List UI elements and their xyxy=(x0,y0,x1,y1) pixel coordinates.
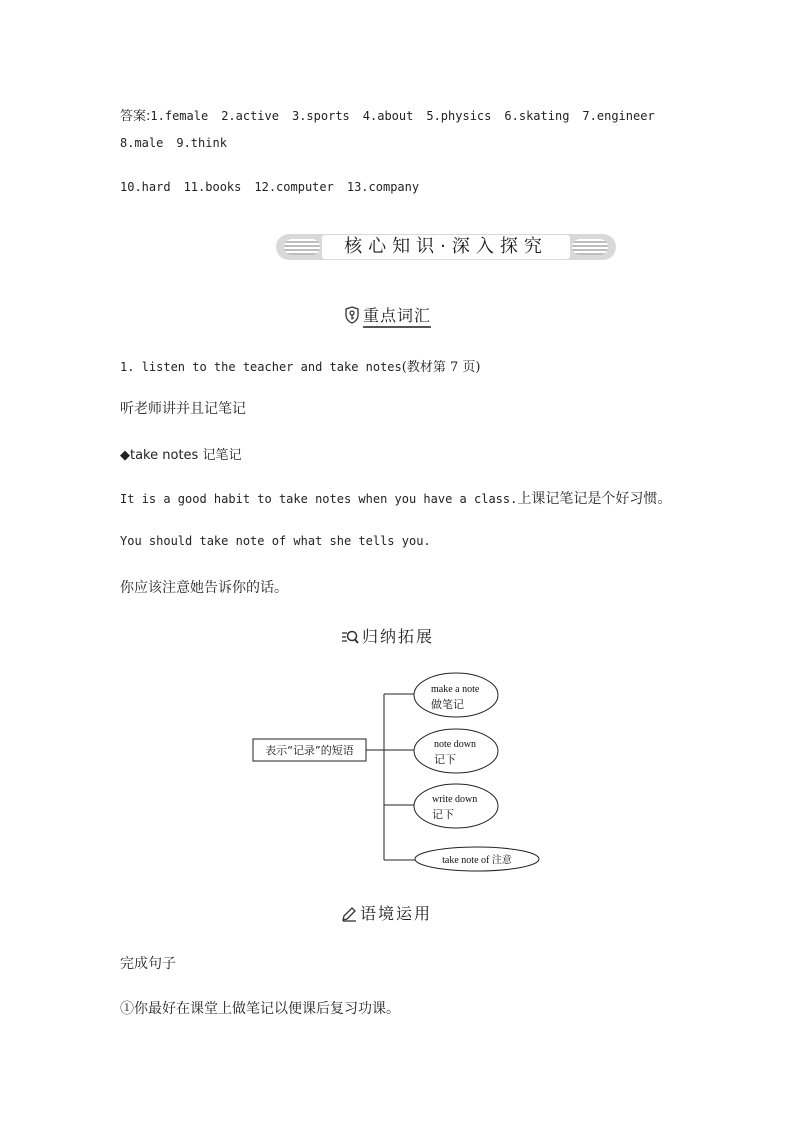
banner-stripes-left xyxy=(284,239,320,255)
vocab-heading-text: 重点词汇 xyxy=(363,306,431,328)
answer-item: 4.about xyxy=(362,109,414,123)
answer-item: 7.engineer xyxy=(582,109,655,123)
summary-heading-text: 归纳拓展 xyxy=(362,627,435,646)
diagram-node-en: note down xyxy=(434,739,476,750)
exercise-question-1: ①你最好在课堂上做笔记以便课后复习功课。 xyxy=(120,1001,400,1017)
item1-bullet xyxy=(120,444,241,463)
answer-item: 2.active xyxy=(221,109,279,123)
summary-heading xyxy=(341,624,434,649)
item1-translation: 听老师讲并且记笔记 xyxy=(120,401,246,417)
example1-en: It is a good habit to take notes when you have a class. xyxy=(120,492,518,506)
diagram-root-label: 表示“记录”的短语 xyxy=(265,744,354,757)
diagram-node-cn: 记下 xyxy=(434,753,456,766)
answers-row-1 xyxy=(120,105,655,124)
banner-stripes-right xyxy=(572,239,608,255)
item1-title xyxy=(120,356,480,375)
answer-item: 12.computer xyxy=(254,180,334,194)
magnifier-icon xyxy=(341,629,359,649)
answer-item: 5.physics xyxy=(426,109,492,123)
item1-example2-cn: 你应该注意她告诉你的话。 xyxy=(120,580,288,596)
answer-item: 6.skating xyxy=(504,109,570,123)
example1-cn: 上课记笔记是个好习惯。 xyxy=(517,491,672,507)
diagram-node xyxy=(414,784,498,828)
answer-item: 9.think xyxy=(176,136,227,150)
pencil-icon xyxy=(341,906,357,926)
diagram-node-en: make a note xyxy=(431,684,480,695)
banner-inner xyxy=(322,235,570,259)
banner-title: 核心知识·深入探究 xyxy=(344,236,548,257)
phrase-diagram xyxy=(250,666,550,882)
answers-row-3 xyxy=(120,180,419,194)
item1-example1 xyxy=(120,488,671,508)
item1-title-cn: (教材第 7 页) xyxy=(401,360,481,375)
answer-item: 11.books xyxy=(183,180,242,194)
key-shield-icon xyxy=(344,306,360,328)
section-banner xyxy=(276,234,616,260)
diagram-node-cn: 记下 xyxy=(432,808,454,821)
answer-item: 3.sports xyxy=(291,109,350,123)
diagram-node-en: take note of 注意 xyxy=(442,855,512,866)
vocab-heading xyxy=(344,303,431,328)
answer-item: 8.male xyxy=(120,136,164,150)
exercise-label: 完成句子 xyxy=(120,956,176,972)
answer-item: 13.company xyxy=(346,180,420,194)
answer-item: 1.female xyxy=(150,109,209,123)
bullet-phrase: ◆take notes 记笔记 xyxy=(120,448,242,463)
diagram-node-cn: 做笔记 xyxy=(431,698,464,711)
context-heading-text: 语境运用 xyxy=(360,904,433,923)
diagram-node-en: write down xyxy=(432,794,478,805)
answers-row-2 xyxy=(120,136,227,150)
answer-item: 10.hard xyxy=(120,180,171,194)
item1-title-en: 1. listen to the teacher and take notes xyxy=(120,360,402,374)
answers-label: 答案: xyxy=(120,109,151,124)
diagram-node xyxy=(414,729,498,773)
context-heading xyxy=(341,901,432,926)
item1-example2-en: You should take note of what she tells you. xyxy=(120,534,431,548)
